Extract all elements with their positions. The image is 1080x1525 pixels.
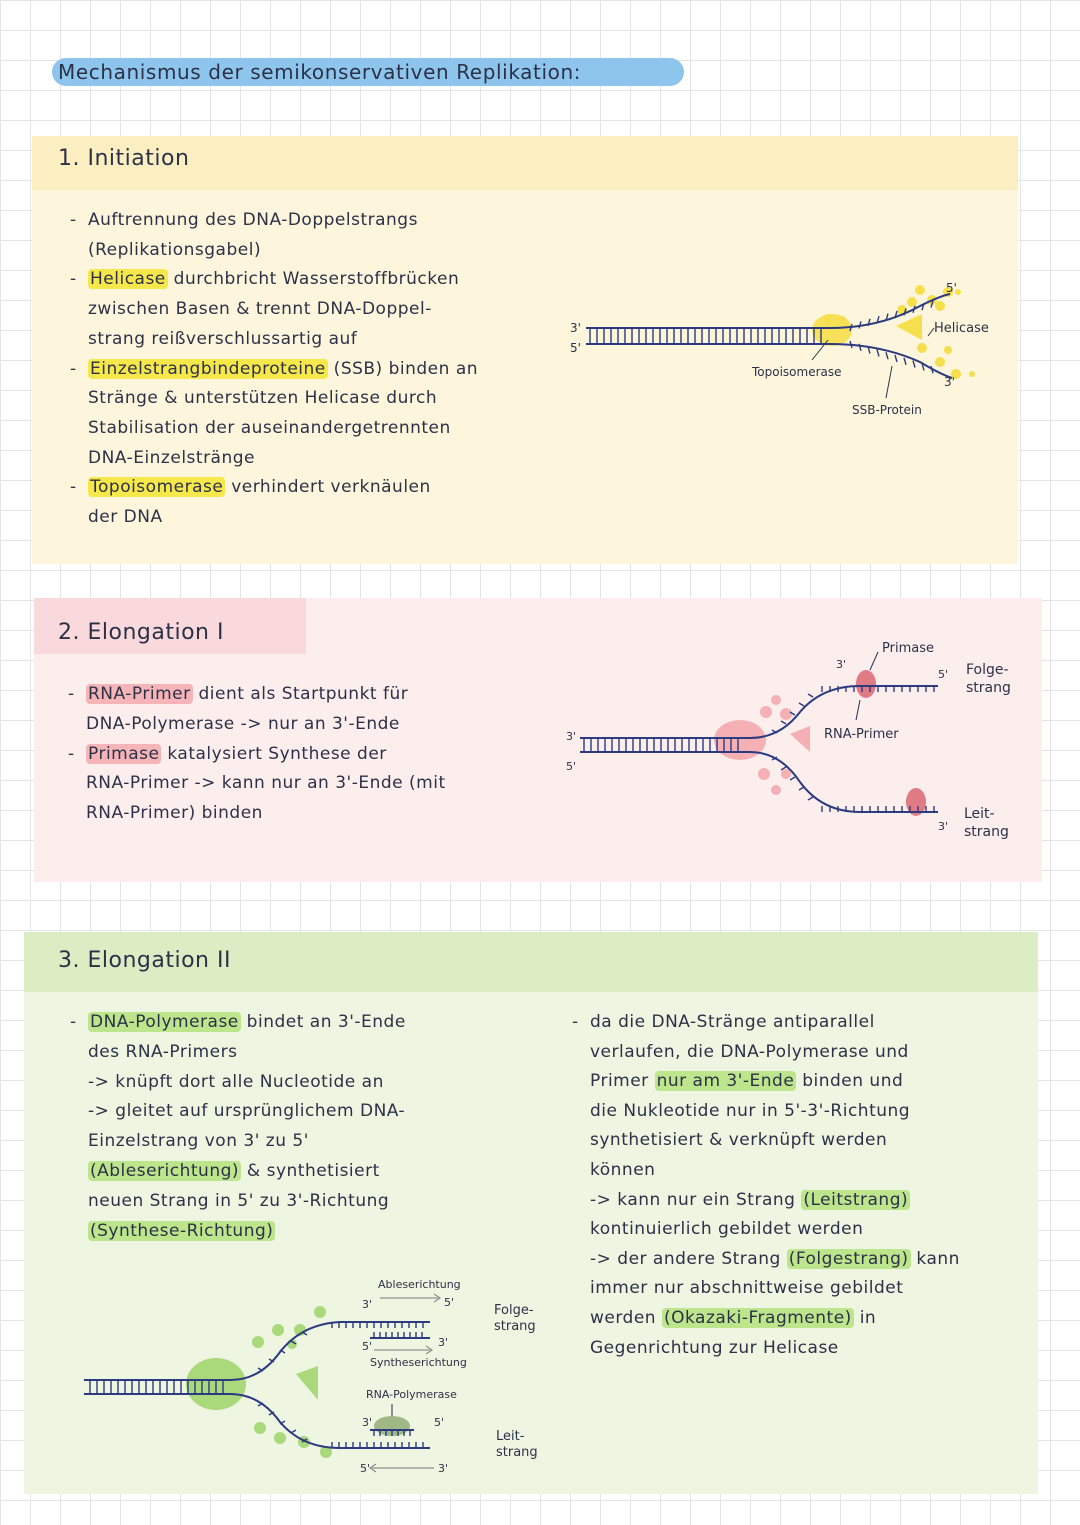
text-line — [88, 388, 437, 408]
highlighted-term: nur am 3'-Ende — [656, 1071, 795, 1092]
text-line — [88, 1101, 405, 1121]
helicase-shape — [896, 314, 922, 340]
text-span: zwischen Basen & trennt DNA-Doppel- — [88, 299, 432, 320]
text-line — [88, 1161, 380, 1181]
text-line — [590, 1249, 960, 1269]
end-label-d5: 5' — [360, 1462, 371, 1475]
highlighted-term: RNA-Primer — [88, 684, 191, 704]
initiation-fork-diagram — [560, 270, 1020, 430]
text-span: kontinuierlich gebildet werden — [590, 1219, 864, 1240]
leitstrang-label-line2: strang — [964, 824, 1009, 840]
text-span: RNA-Primer -> kann nur an 3'-Ende (mit — [86, 773, 446, 794]
end-label-3prime-upper: 3' — [836, 658, 847, 671]
end-label-5prime-left: 5' — [566, 760, 577, 773]
text-line — [86, 714, 400, 734]
end-label-5prime-left: 5' — [570, 341, 581, 355]
text-span: neuen Strang in 5' zu 3'-Richtung — [88, 1190, 390, 1211]
end-label-d3: 3' — [438, 1462, 449, 1475]
end-label-c3: 3' — [362, 1416, 373, 1429]
text-line — [86, 684, 408, 704]
text-line — [88, 329, 357, 349]
text-span: dient als Startpunkt für — [192, 684, 409, 704]
text-line — [88, 1221, 275, 1241]
highlighted-term: (Folgestrang) — [788, 1248, 909, 1269]
leitstrang-label-line1: Leit- — [964, 806, 995, 822]
bullet: - — [70, 269, 77, 290]
text-line — [88, 210, 418, 230]
end-label-5prime-right: 5' — [946, 281, 957, 295]
text-line — [590, 1308, 876, 1328]
text-span: DNA-Polymerase -> nur an 3'-Ende — [86, 713, 400, 734]
bullet: - — [70, 358, 77, 379]
end-label-b3: 3' — [438, 1336, 449, 1349]
text-span: (SSB) binden an — [327, 358, 479, 379]
text-span: durchbricht Wasserstoffbrücken — [167, 269, 460, 290]
text-line — [590, 1130, 887, 1150]
text-line — [88, 359, 478, 379]
text-span: strang reißverschlussartig auf — [88, 328, 358, 349]
text-line — [88, 1131, 309, 1151]
text-line — [88, 269, 459, 289]
end-label-b5: 5' — [362, 1340, 373, 1353]
bullet: - — [70, 1012, 77, 1032]
text-span: Primer — [590, 1071, 655, 1092]
text-line — [86, 744, 387, 764]
text-line — [88, 1012, 406, 1032]
bullet: - — [70, 210, 77, 230]
text-line — [590, 1012, 875, 1032]
text-span: -> gleitet auf ursprünglichem DNA- — [88, 1101, 406, 1122]
highlighted-term: Einzelstrangbindeproteine — [90, 358, 326, 379]
text-span: werden — [590, 1308, 662, 1328]
syntheserichtung-label: Syntheserichtung — [370, 1356, 467, 1369]
bullet: - — [68, 743, 75, 764]
text-line — [590, 1190, 910, 1210]
text-span: -> der andere Strang — [590, 1248, 787, 1269]
text-span: katalysiert Synthese der — [161, 743, 387, 764]
end-label-5prime-upper: 5' — [938, 668, 949, 681]
end-label-3prime-left: 3' — [566, 730, 577, 743]
leitstrang-label-line1: Leit- — [496, 1429, 525, 1444]
ssb-protein-label: SSB-Protein — [852, 403, 922, 417]
text-span: bindet an 3'-Ende — [240, 1012, 406, 1032]
text-line — [590, 1219, 863, 1239]
highlighted-term: (Synthese-Richtung) — [90, 1220, 274, 1241]
text-span: können — [590, 1160, 656, 1180]
text-line — [590, 1338, 839, 1358]
elongation-1-heading: 2. Elongation I — [58, 620, 224, 645]
elongation-2-fork-diagram — [70, 1270, 560, 1480]
bullet: - — [70, 477, 77, 498]
ableserichtung-label: Ableserichtung — [378, 1278, 461, 1291]
text-line — [590, 1071, 903, 1091]
text-line — [590, 1278, 903, 1298]
highlighted-term: DNA-Polymerase — [90, 1012, 239, 1032]
elongation-2-heading: 3. Elongation II — [58, 948, 231, 973]
helicase-label: Helicase — [934, 321, 989, 336]
text-line — [88, 1042, 237, 1062]
text-line — [86, 803, 263, 823]
text-span: DNA-Einzelstränge — [88, 447, 255, 468]
topoisomerase-label: Topoisomerase — [752, 365, 842, 379]
end-label-3prime-left: 3' — [570, 321, 581, 335]
initiation-heading: 1. Initiation — [58, 146, 190, 171]
text-line — [590, 1160, 655, 1180]
text-line — [88, 240, 261, 260]
text-span: binden und — [796, 1071, 904, 1092]
primase-enzymes — [856, 670, 926, 816]
highlighted-term: (Leitstrang) — [803, 1189, 909, 1210]
text-span: Gegenrichtung zur Helicase — [590, 1337, 839, 1358]
bullet: - — [68, 684, 75, 704]
bullet: - — [572, 1012, 579, 1032]
text-line — [88, 1072, 384, 1092]
text-span: die Nukleotide nur in 5'-3'-Richtung — [590, 1100, 911, 1121]
topoisomerase-shape — [812, 314, 852, 346]
highlighted-term: Helicase — [90, 269, 166, 290]
text-line — [88, 507, 163, 527]
end-label-3prime-lower: 3' — [938, 820, 949, 833]
ssb-proteins-green — [252, 1306, 332, 1458]
text-span: immer nur abschnittweise gebildet — [590, 1278, 904, 1299]
text-span: -> kann nur ein Strang — [590, 1189, 802, 1210]
text-line — [88, 1191, 389, 1211]
end-label-a3: 3' — [362, 1298, 373, 1311]
end-label-c5: 5' — [434, 1416, 445, 1429]
text-span: synthetisiert & verknüpft werden — [590, 1130, 888, 1151]
text-span: verhindert verknäulen — [225, 477, 431, 498]
page-title: Mechanismus der semikonservativen Replikation: — [52, 58, 684, 86]
text-span: Einzelstrang von 3' zu 5' — [88, 1131, 309, 1152]
text-span: -> knüpft dort alle Nucleotide an — [88, 1071, 384, 1092]
elongation-1-fork-diagram — [560, 634, 1040, 854]
highlighted-term: (Okazaki-Fragmente) — [663, 1308, 852, 1328]
leitstrang-label-line2: strang — [496, 1445, 538, 1460]
highlighted-term: Primase — [88, 743, 160, 764]
folgestrang-label-line1: Folge- — [494, 1303, 534, 1318]
text-span: verlaufen, die DNA-Polymerase und — [590, 1041, 909, 1062]
rna-primer-label: RNA-Primer — [824, 727, 899, 742]
text-span: (Replikationsgabel) — [88, 239, 262, 260]
end-label-a5: 5' — [444, 1296, 455, 1309]
text-span: RNA-Primer) binden — [86, 803, 263, 824]
folgestrang-label-line1: Folge- — [966, 662, 1009, 678]
highlighted-term: Topoisomerase — [90, 477, 224, 498]
text-span: des RNA-Primers — [88, 1041, 238, 1062]
text-line — [88, 299, 432, 319]
text-line — [590, 1101, 910, 1121]
text-line — [590, 1042, 909, 1062]
text-span: kann — [910, 1248, 960, 1269]
text-span: da die DNA-Stränge antiparallel — [590, 1012, 875, 1032]
text-span: Stabilisation der auseinandergetrennten — [88, 417, 451, 438]
highlighted-term: (Ableserichtung) — [90, 1161, 240, 1181]
rna-polymerase-label: RNA-Polymerase — [366, 1388, 457, 1401]
text-span: & synthetisiert — [241, 1161, 380, 1181]
end-label-3prime-right: 3' — [944, 375, 955, 389]
text-span: in — [853, 1308, 877, 1328]
text-line — [86, 773, 446, 793]
folgestrang-label-line2: strang — [966, 680, 1011, 696]
primase-label: Primase — [882, 641, 934, 656]
helicase-blob — [714, 720, 766, 760]
text-span: der DNA — [88, 507, 163, 527]
text-line — [88, 418, 451, 438]
text-span: Auftrennung des DNA-Doppelstrangs — [88, 210, 418, 230]
text-line — [88, 448, 255, 468]
folgestrang-label-line2: strang — [494, 1319, 536, 1334]
text-line — [88, 477, 431, 497]
text-span: Stränge & unterstützen Helicase durch — [88, 388, 438, 409]
